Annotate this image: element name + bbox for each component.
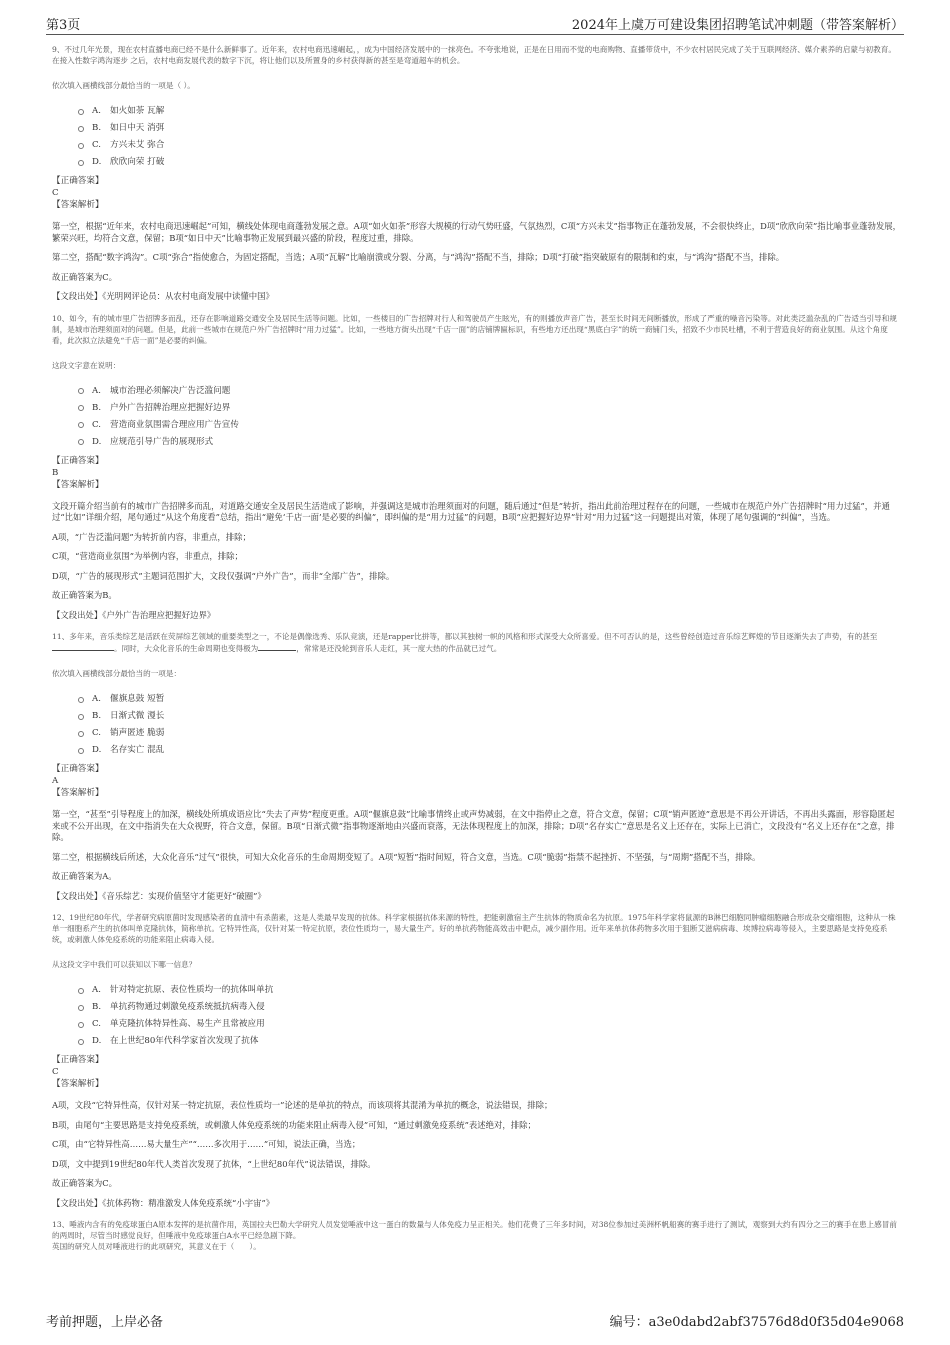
source-citation: 【文段出处】《光明网评论员：从农村电商发展中读懂中国》 [52, 291, 274, 301]
option-b[interactable] [78, 400, 902, 417]
option-list [78, 103, 902, 171]
explanation-text: A项，文段“它特异性高，仅针对某一特定抗原，表位性质均一”论述的是单抗的特点，而该项将其混淆为单抗的概念，说法错误，排除； [52, 1100, 553, 1110]
radio-icon[interactable] [78, 988, 84, 994]
option-text: 营造商业氛围需合理应用广告宣传 [110, 419, 239, 430]
correct-answer: A [52, 776, 59, 786]
option-text: 针对特定抗原、表位性质均一的抗体叫单抗 [110, 985, 274, 995]
radio-icon[interactable] [78, 126, 84, 132]
option-letter: D. [92, 745, 102, 755]
question-passage: 12、19世纪80年代，学者研究病原菌时发现感染者的血清中有杀菌素，这是人类最早发现的抗体。科学家根据抗体来源的特性，把能刺激宿主产生抗体的物质命名为抗原。1975年科学家将鼠源的B淋巴细胞同肿瘤细胞融合形成杂交瘤细胞，这种从一株单一细胞系产生的抗体叫单克隆抗体，简称单抗。它特异性高，仅针对某一特定抗原，表位性质均一，易大量生产。好的单抗药物能高效击中靶点，减少副作用。近年来单抗体药物多次用于狙断艾滋病病毒、埃博拉病毒等侵入，主要思路是支持免疫系统，或刺激人体免疫系统的功能来阻止病毒入侵。 [52, 913, 896, 944]
option-letter: C. [92, 1019, 102, 1029]
radio-icon[interactable] [78, 160, 84, 166]
option-a[interactable] [78, 103, 902, 120]
passage-part: ，常常是还没轮到音乐人走红，其一度大热的作品就已过气。 [296, 644, 502, 653]
correct-answer-label: 【正确答案】 [52, 764, 104, 774]
document-code: 编号：a3e0dabd2abf37576d8d0f35d04e9068 [609, 1315, 904, 1330]
question-passage: 10、如今，有的城市里广告招牌多而乱，还存在影响道路交通安全及居民生活等问题。比如，一些楼目的广告招牌对行人和驾驶员产生眩光，有的则播放声音广告，甚至长时间无间断播放，形成了严重的噪音污染等。对此类泛滥杂乱的广告适当引导和规制，是城市治理须面对的问题。但是，此前一些城市在规范户外广告招牌时“用力过猛”。比如，一些地方街头出现“千店一面”的店铺牌匾标识，有些地方还出现“黑底白字”的统一商铺门头，招致不少市民吐槽，不利于营造良好的商业氛围。从这个角度看，此次拟立法避免“千店一面”是必要的纠偏。 [52, 313, 897, 345]
question-12 [52, 912, 902, 1209]
analysis-label: 【答案解析】 [52, 200, 104, 210]
option-list [78, 383, 902, 451]
option-letter: C. [92, 419, 102, 430]
question-stem: 这段文字意在说明： [52, 360, 121, 370]
question-13 [52, 1219, 902, 1252]
analysis-label: 【答案解析】 [52, 479, 104, 490]
page-header [46, 12, 904, 35]
main-content [52, 44, 902, 1262]
correct-answer-label: 【正确答案】 [52, 1055, 104, 1065]
explanation-text: 故正确答案为B。 [52, 590, 117, 600]
option-c[interactable] [78, 417, 902, 434]
explanation-text: 第二空，根据横线后所述，大众化音乐“过气”很快，可知大众化音乐的生命周期变短了。A项“短暂”指时间短，符合文意，当选。C项“脆弱”指禁不起挫折、不坚强，与“周期”搭配不当，排除。 [52, 851, 761, 862]
radio-icon[interactable] [78, 422, 84, 428]
option-a[interactable] [78, 691, 902, 708]
option-letter: D. [92, 1036, 102, 1046]
option-text: 在上世纪80年代科学家首次发现了抗体 [110, 1036, 259, 1046]
option-letter: B. [92, 711, 102, 721]
option-a[interactable] [78, 383, 902, 400]
option-letter: B. [92, 402, 102, 413]
question-stem: 英国的研究人员对唾液进行的此项研究，其意义在于（ ）。 [52, 1242, 261, 1251]
option-list [78, 691, 902, 759]
radio-icon[interactable] [78, 748, 84, 754]
footer-slogan: 考前押题，上岸必备 [46, 1315, 164, 1330]
source-citation: 【文段出处】《户外广告治理应把握好边界》 [52, 609, 216, 620]
option-text: 偃旗息鼓 短暂 [110, 694, 165, 704]
radio-icon[interactable] [78, 405, 84, 411]
option-letter: B. [92, 123, 102, 133]
option-letter: A. [92, 106, 101, 116]
option-text: 应规范引导广告的展现形式 [110, 436, 214, 447]
analysis-label: 【答案解析】 [52, 1079, 104, 1089]
radio-icon[interactable] [78, 1005, 84, 1011]
fill-blank [52, 642, 114, 651]
option-text: 销声匿迹 脆弱 [110, 728, 165, 738]
question-9 [52, 44, 902, 303]
question-stem: 依次填入画横线部分最恰当的一项是： [52, 669, 182, 678]
option-letter: C. [92, 140, 102, 150]
option-letter: D. [92, 157, 102, 167]
radio-icon[interactable] [78, 388, 84, 394]
explanation-text: B项，由尾句“主要思路是支持免疫系统，或刺激人体免疫系统的功能来阻止病毒入侵”可知，“通过刺激免疫系统”表述绝对，排除； [52, 1119, 536, 1130]
analysis-label: 【答案解析】 [52, 788, 104, 798]
option-b[interactable] [78, 999, 902, 1016]
passage-part: 。同时，大众化音乐的生命周期也变得极为 [114, 644, 259, 653]
question-stem: 从这段文字中我们可以获知以下哪一信息？ [52, 960, 197, 969]
question-passage: 9、不过几年光景，现在农村直播电商已经不是什么新鲜事了。近年来，农村电商迅速崛起，，成为中国经济发展中的一抹亮色。不夸张地说，正是在日用而不觉的电商购物、直播带货中，不少农村居民完成了关于互联网经济、媒介素养的启蒙与初教育。在接入性数字鸿沟逐步 之后，农村电商发展代表的数字下沉，将让他们以及所置身的乡村获得新的甚至是弯道超车的机会。 [52, 45, 896, 65]
option-letter: D. [92, 436, 102, 447]
radio-icon[interactable] [78, 731, 84, 737]
radio-icon[interactable] [78, 714, 84, 720]
fill-blank [258, 642, 296, 651]
option-letter: A. [92, 694, 101, 704]
question-11 [52, 631, 902, 902]
correct-answer-label: 【正确答案】 [52, 455, 104, 466]
radio-icon[interactable] [78, 439, 84, 445]
option-list [78, 982, 902, 1050]
option-c[interactable] [78, 1016, 902, 1033]
radio-icon[interactable] [78, 143, 84, 149]
option-d[interactable] [78, 1033, 902, 1050]
correct-answer-label: 【正确答案】 [52, 176, 104, 186]
explanation-text: D项，文中提到19世纪80年代人类首次发现了抗体，“上世纪80年代”说法错误，排除。 [52, 1158, 376, 1169]
correct-answer: C [52, 1067, 59, 1077]
explanation-text: A项，“广告泛滥问题”为转折前内容，非重点，排除； [52, 531, 251, 542]
option-text: 单抗药物通过刺激免疫系统抵抗病毒入侵 [110, 1002, 265, 1012]
document-title: 2024年上虞万可建设集团招聘笔试冲刺题（带答案解析） [571, 18, 904, 33]
option-text: 如火如荼 瓦解 [110, 106, 165, 116]
option-b[interactable] [78, 708, 902, 725]
correct-answer: C [52, 188, 59, 198]
correct-answer: B [52, 467, 59, 478]
option-text: 名存实亡 混乱 [110, 745, 165, 755]
option-d[interactable] [78, 154, 902, 171]
explanation-text: D项，“广告的展现形式”主题词范围扩大，文段仅强调“户外广告”，而非“全部广告”，排除。 [52, 570, 395, 581]
explanation-text: 文段开篇介绍当前有的城市广告招牌多而乱，对道路交通安全及居民生活造成了影响，并强调这是城市治理须面对的问题，随后通过“但是”转折，指出此前治理过程存在的问题，一些城市在规范户外广告招牌时“用力过猛”，并通过“比如”详细介绍，尾句通过“从这个角度看”总结，指出“避免‘千店一面’是必要的纠偏”，即纠偏的是“用力过猛”的问题，B项“应把握好边界”针对“用力过猛”这一问题提出对策，体现了尾句强调的“纠偏”，当选。 [52, 500, 890, 522]
question-10 [52, 313, 902, 622]
option-text: 欣欣向荣 打破 [110, 157, 165, 167]
option-letter: A. [92, 385, 101, 396]
option-text: 户外广告招牌治理应把握好边界 [110, 402, 231, 413]
source-citation: 【文段出处】《抗体药物：精准激发人体免疫系统“小宇宙”》 [52, 1197, 275, 1208]
radio-icon[interactable] [78, 697, 84, 703]
explanation-text: 第一空，根据“近年来，农村电商迅速崛起”可知，横线处体现电商蓬勃发展之意。A项“如火如荼”形容大规模的行动气势旺盛，气氛热烈，C项“方兴未艾”指事物正在蓬勃发展，不会很快终止，D项“欣欣向荣”指比喻事业蓬勃发展，繁荣兴旺，均符合文意，保留；B项“如日中天”比喻事物正发展到最兴盛的阶段，程度过重，排除。 [52, 221, 902, 243]
radio-icon[interactable] [78, 1022, 84, 1028]
option-text: 如日中天 消弭 [110, 123, 165, 133]
option-d[interactable] [78, 434, 902, 451]
page-footer [46, 1309, 904, 1329]
option-d[interactable] [78, 742, 902, 759]
option-text: 方兴未艾 弥合 [110, 140, 165, 150]
passage-part: 11、多年来，音乐类综艺是活跃在荧屏综艺领域的重要类型之一，不论是偶像选秀、乐队竞演，还是rapper比拼等，都以其独树一帜的风格和形式深受大众所喜爱。但不可否认的是，这些曾经创造过音乐综艺辉煌的节目逐渐失去了声势，有的甚至 [52, 632, 878, 641]
radio-icon[interactable] [78, 1039, 84, 1045]
explanation-text: 故正确答案为C。 [52, 1178, 118, 1188]
page-number: 第3页 [46, 18, 81, 33]
option-text: 城市治理必须解决广告泛滥问题 [110, 385, 231, 396]
option-letter: C. [92, 728, 102, 738]
option-text: 单克隆抗体特异性高、易生产且常被应用 [110, 1019, 265, 1029]
question-stem: 依次填入画横线部分最恰当的一项是（ ）。 [52, 81, 195, 90]
explanation-text: 第二空，搭配“数字鸿沟”。C项“弥合”指使愈合，为固定搭配，当选；A项“瓦解”比喻崩溃或分裂、分离，与“鸿沟”搭配不当，排除；D项“打破”指突破原有的限制和约束，与“鸿沟”搭配不当，排除。 [52, 252, 785, 262]
explanation-text: C项，由“它特异性高……易大量生产”“……多次用于……”可知，说法正确，当选； [52, 1139, 361, 1149]
explanation-text: 第一空，“甚至”引导程度上的加深，横线处所填成语应比“失去了声势”程度更重。A项“偃旗息鼓”比喻事情终止或声势减弱，在文中指停止之意，符合文意，保留；C项“销声匿迹”意思是不再公开讲话，不再出头露面，形容隐匿起来或不公开出现，在文中指消失在大众视野，符合文意，保留。B项“日渐式微”指事物逐渐地由兴盛而衰落，无法体现程度上的加深，排除；D项“名存实亡”意思是名义上还存在，实际上已消亡，文段没有“名义上还存在”之意，排除。 [52, 809, 895, 842]
option-letter: A. [92, 985, 101, 995]
option-a[interactable] [78, 982, 902, 999]
question-passage: 13、唾液内含有的免疫球蛋白A原本发挥的是抗菌作用，英国拉夫巴勒大学研究人员发觉唾液中这一蛋白的数量与人体免疫力呈正相关。他们花费了三年多时间，对38位参加过美洲杯帆船赛的赛手进行了测试，观察到大约有四分之三的赛手在患上感冒前的两周时，尽管当时感觉良好，但唾液中免疫球蛋白A水平已经急剧下降。 [52, 1220, 897, 1240]
option-letter: B. [92, 1002, 102, 1012]
option-c[interactable] [78, 137, 902, 154]
option-c[interactable] [78, 725, 902, 742]
explanation-text: 故正确答案为A。 [52, 871, 117, 881]
option-text: 日渐式微 漫长 [110, 711, 165, 721]
question-passage [52, 631, 902, 654]
explanation-text: C项，“营造商业氛围”为举例内容，非重点，排除； [52, 551, 243, 561]
explanation-text: 故正确答案为C。 [52, 271, 118, 282]
option-b[interactable] [78, 120, 902, 137]
source-citation: 【文段出处】《音乐综艺：实现价值坚守才能更好“破圈”》 [52, 890, 266, 901]
radio-icon[interactable] [78, 109, 84, 115]
